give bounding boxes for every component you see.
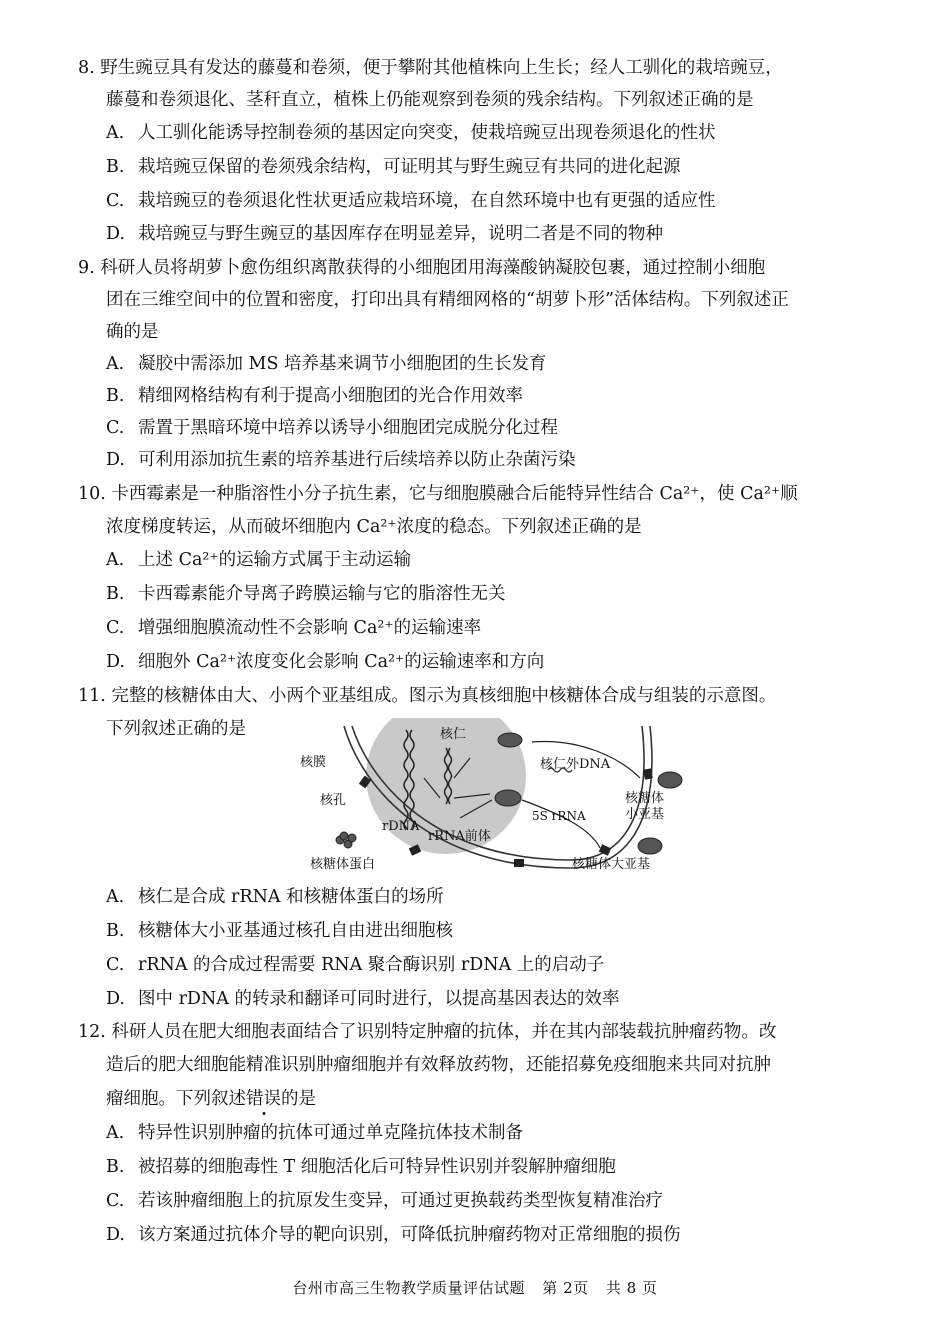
q9-option-d: D. 可利用添加抗生素的培养基进行后续培养以防止杂菌污染 <box>106 450 576 470</box>
q11-option-c: C. rRNA 的合成过程需要 RNA 聚合酶识别 rDNA 上的启动子 <box>106 955 605 975</box>
q12-option-c: C. 若该肿瘤细胞上的抗原发生变异，可通过更换载药类型恢复精准治疗 <box>106 1191 663 1211</box>
footer-total-pages: 共 8 页 <box>605 1279 658 1297</box>
q11-stem-line-2: 下列叙述正确的是 <box>106 719 246 739</box>
q11-option-a: A. 核仁是合成 rRNA 和核糖体蛋白的场所 <box>106 887 444 907</box>
q9-stem-line-3: 确的是 <box>106 322 159 342</box>
label-ribosomal-protein: 核糖体蛋白 <box>310 857 376 872</box>
q8-option-b: B. 栽培豌豆保留的卷须残余结构，可证明其与野生豌豆有共同的进化起源 <box>106 157 681 177</box>
q10-option-d: D. 细胞外 Ca²⁺浓度变化会影响 Ca²⁺的运输速率和方向 <box>106 652 545 672</box>
label-rdna: rDNA <box>382 819 420 834</box>
footer-title: 台州市高三生物教学质量评估试题 <box>292 1279 526 1297</box>
label-rrna-precursor: rRNA前体 <box>428 829 491 844</box>
label-extra-dna: 核仁外DNA <box>540 757 611 772</box>
label-small-subunit-1: 核糖体 <box>625 791 665 806</box>
q8-stem-line-1: 8. 野生豌豆具有发达的藤蔓和卷须，便于攀附其他植株向上生长；经人工驯化的栽培豌豆， <box>78 58 783 78</box>
q12-stem-line-1: 12. 科研人员在肥大细胞表面结合了识别特定肿瘤的抗体，并在其内部装载抗肿瘤药物。改 <box>78 1022 777 1042</box>
q12-option-a: A. 特异性识别肿瘤的抗体可通过单克隆抗体技术制备 <box>106 1123 523 1143</box>
q9-option-c: C. 需置于黑暗环境中培养以诱导小细胞团完成脱分化过程 <box>106 418 558 438</box>
label-5s-rrna: 5S rRNA <box>532 809 586 823</box>
q9-option-a: A. 凝胶中需添加 MS 培养基来调节小细胞团的生长发育 <box>106 354 547 374</box>
q12-stem-line-3: 瘤细胞。下列叙述错误的是 <box>106 1089 316 1109</box>
q8-option-d: D. 栽培豌豆与野生豌豆的基因库存在明显差异，说明二者是不同的物种 <box>106 224 663 244</box>
q10-option-a: A. 上述 Ca²⁺的运输方式属于主动运输 <box>106 550 412 570</box>
label-nuclear-membrane: 核膜 <box>300 755 327 770</box>
page-footer <box>0 1277 950 1298</box>
q10-option-c: C. 增强细胞膜流动性不会影响 Ca²⁺的运输速率 <box>106 618 482 638</box>
q8-option-c: C. 栽培豌豆的卷须退化性状更适应栽培环境，在自然环境中也有更强的适应性 <box>106 191 716 211</box>
q11-option-b: B. 核糖体大小亚基通过核孔自由进出细胞核 <box>106 921 453 941</box>
q8-option-a: A. 人工驯化能诱导控制卷须的基因定向突变，使栽培豌豆出现卷须退化的性状 <box>106 123 716 143</box>
q10-stem-line-2: 浓度梯度转运，从而破坏细胞内 Ca²⁺浓度的稳态。下列叙述正确的是 <box>106 517 642 537</box>
label-large-subunit: 核糖体大亚基 <box>572 857 651 872</box>
q9-stem-line-2: 团在三维空间中的位置和密度，打印出具有精细网格的“胡萝卜形”活体结构。下列叙述正 <box>106 290 789 310</box>
q12-option-b: B. 被招募的细胞毒性 T 细胞活化后可特异性识别并裂解肿瘤细胞 <box>106 1157 616 1177</box>
q12-emphasis-wrong: 错误 <box>246 1089 281 1109</box>
q9-option-b: B. 精细网格结构有利于提高小细胞团的光合作用效率 <box>106 386 523 406</box>
q12-option-d: D. 该方案通过抗体介导的靶向识别，可降低抗肿瘤药物对正常细胞的损伤 <box>106 1225 681 1245</box>
q10-stem-line-1: 10. 卡西霉素是一种脂溶性小分子抗生素，它与细胞膜融合后能特异性结合 Ca²⁺，使 Ca²⁺顺 <box>78 484 798 504</box>
q8-stem-line-2: 藤蔓和卷须退化、茎秆直立，植株上仍能观察到卷须的残余结构。下列叙述正确的是 <box>106 90 754 110</box>
q11-option-d: D. 图中 rDNA 的转录和翻译可同时进行，以提高基因表达的效率 <box>106 989 620 1009</box>
label-nuclear-pore: 核孔 <box>320 793 347 808</box>
label-nucleolus: 核仁 <box>440 727 467 742</box>
q9-stem-line-1: 9. 科研人员将胡萝卜愈伤组织离散获得的小细胞团用海藻酸钠凝胶包裹，通过控制小细胞 <box>78 258 766 278</box>
footer-page-number: 第 2页 <box>542 1279 589 1297</box>
q12-stem-line-2: 造后的肥大细胞能精准识别肿瘤细胞并有效释放药物，还能招募免疫细胞来共同对抗肿 <box>106 1055 771 1075</box>
label-small-subunit-2: 小亚基 <box>625 807 665 822</box>
ribosome-assembly-diagram <box>300 718 690 878</box>
q10-option-b: B. 卡西霉素能介导离子跨膜运输与它的脂溶性无关 <box>106 584 506 604</box>
q11-stem-line-1: 11. 完整的核糖体由大、小两个亚基组成。图示为真核细胞中核糖体合成与组装的示意图。 <box>78 686 777 706</box>
